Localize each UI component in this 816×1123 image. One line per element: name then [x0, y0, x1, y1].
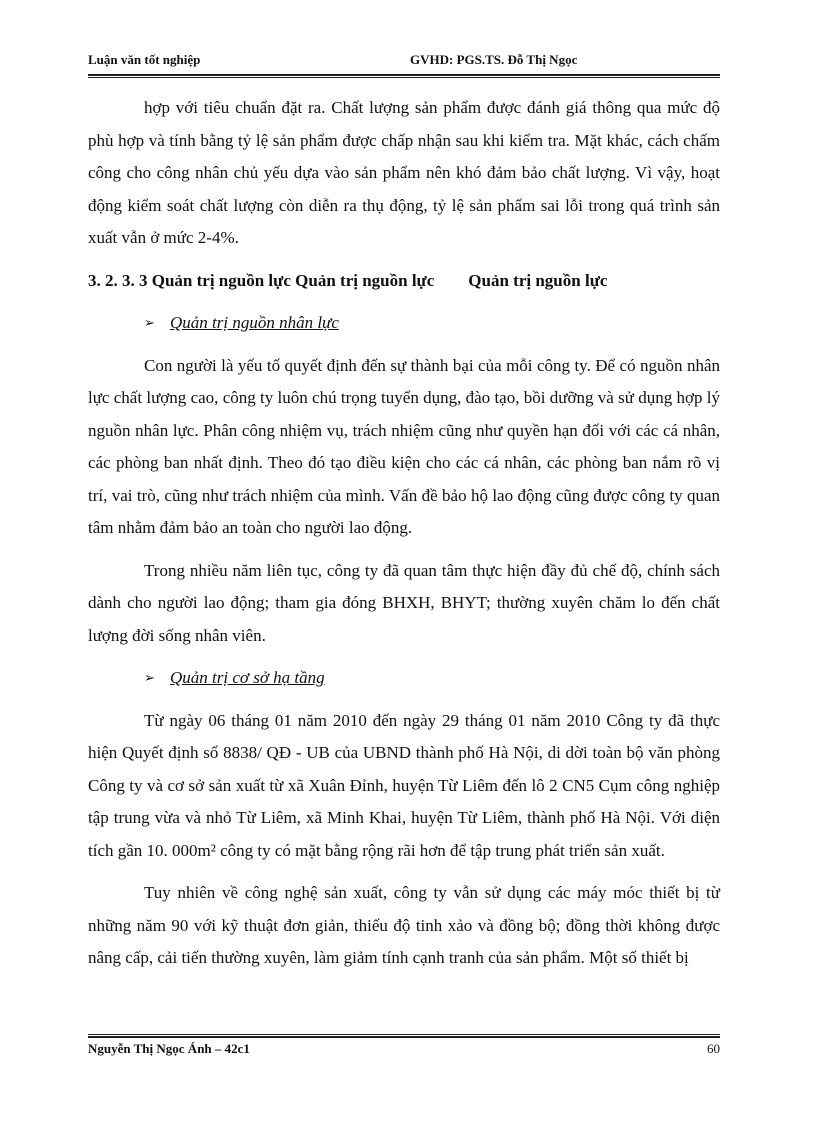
- bullet-infrastructure: [88, 662, 720, 695]
- footer-rule: [88, 1034, 720, 1038]
- spacer: [88, 255, 720, 265]
- page-body: [88, 92, 720, 975]
- spacer: [88, 652, 720, 662]
- bullet-label: Quản trị nguồn nhân lực: [170, 313, 339, 332]
- section-heading: 3. 2. 3. 3 Quản trị nguồn lực Quản trị nguồn lực Quản trị nguồn lực: [88, 270, 608, 290]
- header-rule: [88, 74, 720, 78]
- footer-author-label: Nguyễn Thị Ngọc Ánh – 42c1: [88, 1041, 250, 1056]
- arrow-bullet-icon: ➢: [144, 315, 155, 330]
- page-header: [88, 52, 720, 72]
- spacer: [88, 340, 720, 350]
- page-footer: [88, 1041, 720, 1061]
- spacer: [88, 695, 720, 705]
- arrow-bullet-icon: ➢: [144, 670, 155, 685]
- paragraph-quality: hợp với tiêu chuẩn đặt ra. Chất lượng sản phẩm được đánh giá thông qua mức độ phù hợp và tính bằng tỷ lệ sản phẩm được chấp nhận sau khi kiểm tra. Mặt khác, cách chấm công cho công nhân chủ yếu dựa vào sản phẩm nên khó đảm bảo chất lượng. Vì vậy, hoạt động kiểm soát chất lượng còn diễn ra thụ động, tỷ lệ sản phẩm sai lỗi trong quá trình sản xuất vẫn ở mức 2-4%.: [88, 98, 720, 247]
- paragraph-human-factor: Con người là yếu tố quyết định đến sự thành bại của mỗi công ty. Để có nguồn nhân lực chất lượng cao, công ty luôn chú trọng tuyển dụng, đào tạo, bồi dưỡng và sử dụng hợp lý nguồn nhân lực. Phân công nhiệm vụ, trách nhiệm cũng như quyền hạn đối với các cá nhân, các phòng ban nhất định. Theo đó tạo điều kiện cho các cá nhân, các phòng ban nắm rõ vị trí, vai trò, cũng như trách nhiệm của mình. Vấn đề bảo hộ lao động cũng được công ty quan tâm nhằm đảm bảo an toàn cho người lao động.: [88, 355, 720, 537]
- bullet-human-resources: [88, 307, 720, 340]
- paragraph-welfare: Trong nhiều năm liên tục, công ty đã quan tâm thực hiện đầy đủ chế độ, chính sách dành cho người lao động; tham gia đóng BHXH, BHYT; thường xuyên chăm lo đến chất lượng đời sống nhân viên.: [88, 560, 720, 645]
- header-thesis-label: Luận văn tốt nghiệp: [88, 52, 201, 67]
- paragraph-technology: Tuy nhiên về công nghệ sản xuất, công ty vẫn sử dụng các máy móc thiết bị từ những năm 90 với kỹ thuật đơn giản, thiếu độ tinh xảo và đồng bộ; đồng thời không được nâng cấp, cải tiến thường xuyên, làm giảm tính cạnh tranh của sản phẩm. Một số thiết bị: [88, 883, 720, 967]
- spacer: [88, 297, 720, 307]
- spacer: [88, 545, 720, 555]
- bullet-label: Quản trị cơ sở hạ tầng: [170, 668, 325, 687]
- paragraph-relocation: Từ ngày 06 tháng 01 năm 2010 đến ngày 29 tháng 01 năm 2010 Công ty đã thực hiện Quyết định số 8838/ QĐ - UB của UBND thành phố Hà Nội, di dời toàn bộ văn phòng Công ty và cơ sở sản xuất từ xã Xuân Đỉnh, huyện Từ Liêm đến lô 2 CN5 Cụm công nghiệp tập trung vừa và nhỏ Từ Liêm, xã Minh Khai, huyện Từ Liêm, thành phố Hà Nội. Với diện tích gần 10. 000m² công ty có mặt bằng rộng rãi hơn để tập trung phát triển sản xuất.: [88, 710, 720, 860]
- spacer: [88, 867, 720, 877]
- page-number: 60: [707, 1041, 720, 1056]
- header-advisor-label: GVHD: PGS.TS. Đỗ Thị Ngọc: [410, 52, 578, 67]
